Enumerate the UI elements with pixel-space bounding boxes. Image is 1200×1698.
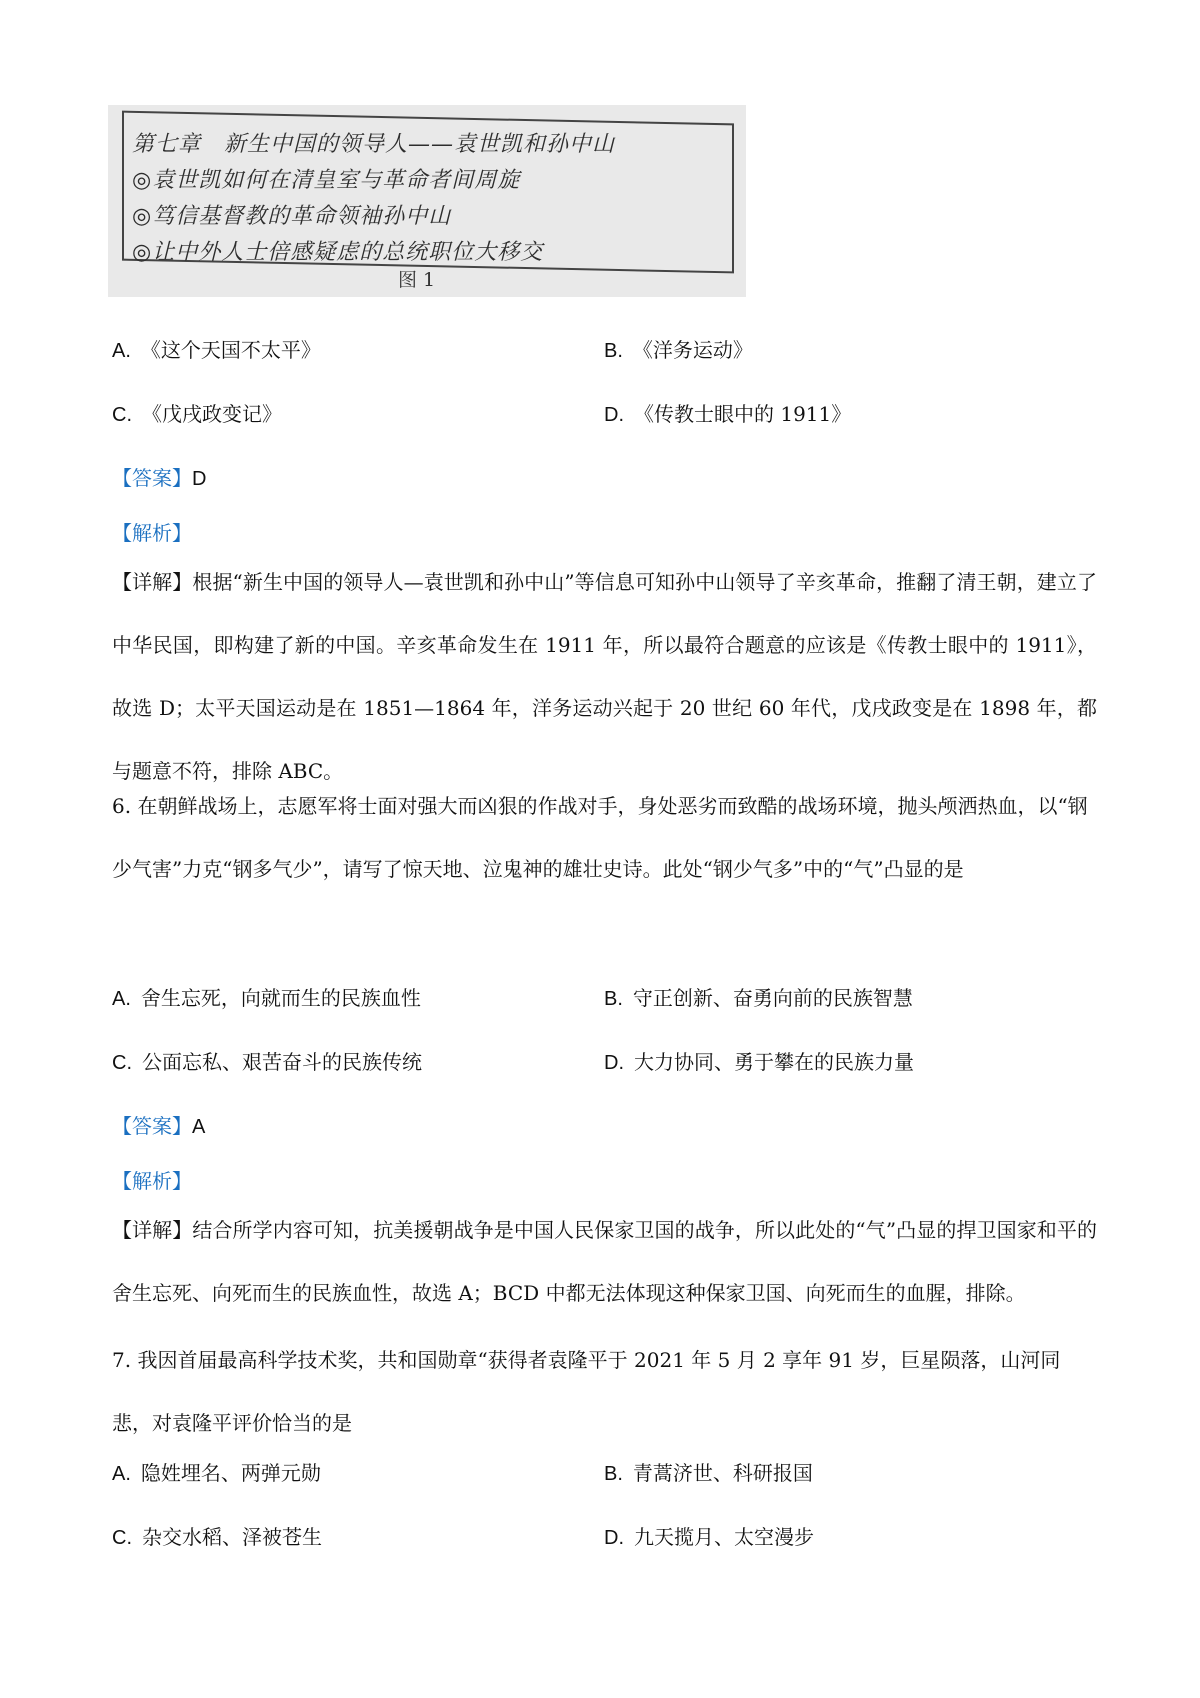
analysis-label: 【解析】 [112,1169,192,1193]
option-letter: C. [112,1527,132,1549]
q6-analysis-label [112,1165,192,1194]
option-letter: C. [112,404,132,426]
q6-option-c[interactable] [112,1046,422,1075]
q5-analysis-label [112,517,192,546]
figure-line: 第七章 新生中国的领导人——袁世凯和孙中山 [132,132,616,157]
q5-answer [112,462,206,491]
option-letter: D. [604,404,624,426]
answer-label: 【答案】 [112,466,192,490]
q7-option-b[interactable] [604,1457,813,1486]
option-letter: B. [604,1463,623,1485]
q5-option-c[interactable] [112,398,282,427]
figure-line: ◎让中外人士倍感疑虑的总统职位大移交 [132,240,544,265]
figure-line: ◎笃信基督教的革命领袖孙中山 [132,204,452,229]
answer-label: 【答案】 [112,1114,192,1138]
q5-option-a[interactable] [112,334,321,363]
option-letter: D. [604,1052,624,1074]
figure-1-photo [108,105,746,297]
q7-option-d[interactable] [604,1521,814,1550]
q7-option-a[interactable] [112,1457,321,1486]
option-text: 九天揽月、太空漫步 [634,1525,814,1549]
option-letter: A. [112,1463,131,1485]
option-text: 隐姓埋名、两弹元勋 [140,1461,321,1485]
q7-option-c[interactable] [112,1521,322,1550]
q6-option-d[interactable] [604,1046,914,1075]
figure-caption: 图 1 [398,269,436,291]
option-text: 守正创新、奋勇向前的民族智慧 [632,986,913,1010]
option-text: 大力协同、勇于攀在的民族力量 [634,1050,914,1074]
q6-answer [112,1110,205,1139]
option-letter: D. [604,1527,624,1549]
q6-option-a[interactable] [112,982,421,1011]
option-text: 《戊戌政变记》 [142,402,282,426]
option-text: 《洋务运动》 [632,338,753,362]
option-letter: A. [112,340,131,362]
q6-stem: 6. 在朝鲜战场上，志愿军将士面对强大而凶狠的作战对手，身处恶劣而致酷的战场环境，抛头颅洒热血，以“钢少气害”力克“钢多气少”，请写了惊天地、泣鬼神的雄壮史诗。此处“钢少气多”中的“气”凸显的是 [112,794,1088,881]
q6-detail: 【详解】结合所学内容可知，抗美援朝战争是中国人民保家卫国的战争，所以此处的“气”凸显的捍卫国家和平的舍生忘死、向死而生的民族血性，故选 A；BCD 中都无法体现这种保家卫国、向死而生的血腥，排除。 [112,1218,1097,1305]
option-letter: A. [112,988,131,1010]
option-text: 公面忘私、艰苦奋斗的民族传统 [142,1050,422,1074]
answer-value: A [192,1116,206,1138]
option-text: 杂交水稻、泽被苍生 [142,1525,322,1549]
q5-detail: 【详解】根据“新生中国的领导人—袁世凯和孙中山”等信息可知孙中山领导了辛亥革命，推翻了清王朝，建立了中华民国，即构建了新的中国。辛亥革命发生在 1911 年，所以最符合题意的应该是《传教士眼中的 1911》，故选 D；太平天国运动是在 1851—1864 年，洋务运动兴起于 20 世纪 60 年代，戊戌政变是在 1898 年，都与题意不符，排除 ABC。 [112,570,1097,783]
option-letter: B. [604,988,623,1010]
answer-value: D [192,468,207,490]
option-text: 《传教士眼中的 1911》 [634,402,852,426]
option-letter: C. [112,1052,132,1074]
option-text: 青蒿济世、科研报国 [632,1461,813,1485]
option-text: 《这个天国不太平》 [140,338,321,362]
option-letter: B. [604,340,623,362]
option-text: 舍生忘死，向就而生的民族血性 [140,986,421,1010]
q5-option-b[interactable] [604,334,753,363]
q7-stem: 7. 我因首届最高科学技术奖，共和国勋章“获得者袁隆平于 2021 年 5 月 2 享年 91 岁，巨星陨落，山河同悲，对袁隆平评价恰当的是 [112,1348,1061,1435]
figure-line: ◎袁世凯如何在清皇室与革命者间周旋 [132,168,521,193]
q6-option-b[interactable] [604,982,913,1011]
q5-option-d[interactable] [604,398,851,427]
analysis-label: 【解析】 [112,521,192,545]
